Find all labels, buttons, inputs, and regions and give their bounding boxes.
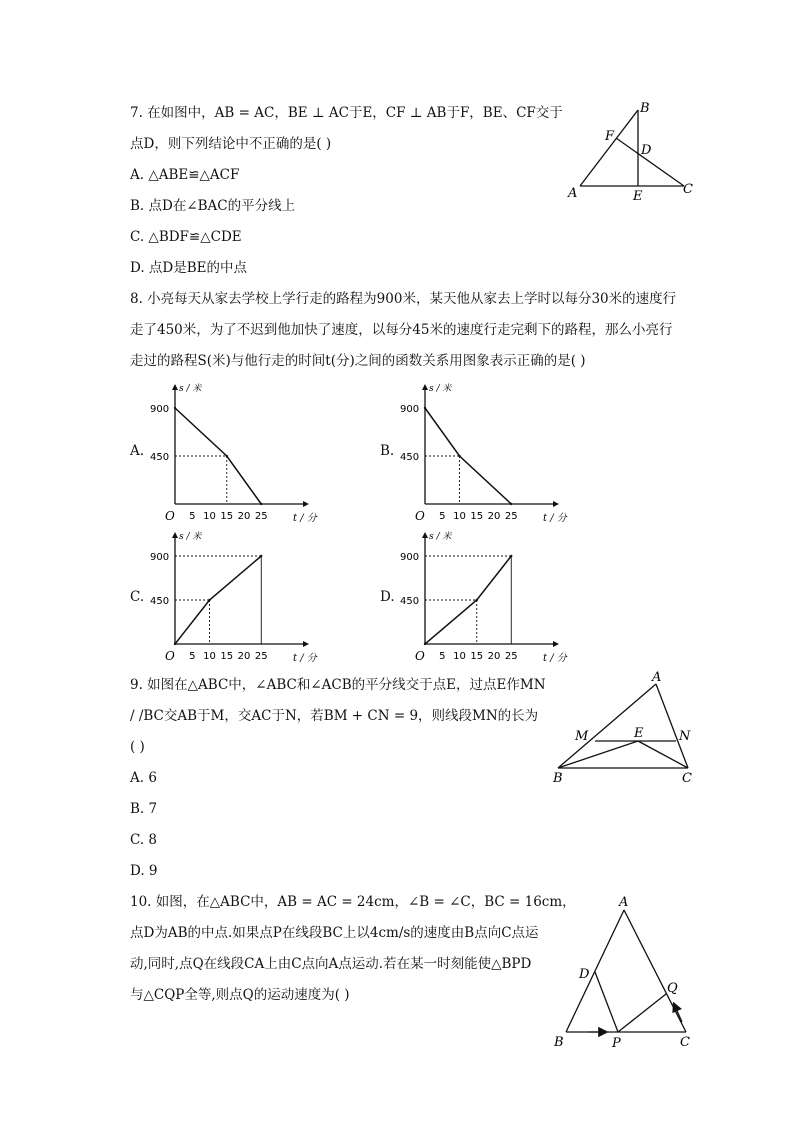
q7-triangle-figure xyxy=(560,98,700,206)
origin-label: O xyxy=(415,649,425,663)
q10-label-a: A xyxy=(619,895,629,910)
y-tick-label: 900 xyxy=(400,552,420,563)
x-tick-label: 10 xyxy=(453,511,466,522)
q10-line-4: 与△CQP全等,则点Q的运动速度为( ) xyxy=(130,987,350,1003)
q7-option-c: C. △BDF≌△CDE xyxy=(130,229,242,245)
x-tick-label: 15 xyxy=(470,511,484,522)
x-axis-arrow xyxy=(303,641,309,647)
q9-line-2: / /BC交AB于M，交AC于N，若BM + CN = 9，则线段MN的长为 xyxy=(130,708,539,724)
x-tick-label: 15 xyxy=(220,651,234,662)
x-tick-label: 20 xyxy=(237,651,251,662)
x-axis-arrow xyxy=(553,641,559,647)
q7-option-b: B. 点D在∠BAC的平分线上 xyxy=(130,198,296,214)
data-point xyxy=(174,643,176,645)
x-tick-label: 5 xyxy=(189,511,196,522)
q8-graph-b xyxy=(398,380,578,528)
origin-label: O xyxy=(415,509,425,523)
q8-line-3: 走过的路程S(米)与他行走的时间t(分)之间的函数关系用图象表示正确的是( ) xyxy=(130,353,586,369)
y-tick-label: 450 xyxy=(400,452,420,463)
x-tick-label: 20 xyxy=(487,651,501,662)
x-axis-label: t / 分 xyxy=(293,513,317,524)
x-tick-label: 25 xyxy=(504,651,518,662)
q10-line-3: 动,同时,点Q在线段CA上由C点向A点运动.若在某一时刻能使△BPD xyxy=(130,956,532,972)
q9-line-1: 9. 如图在△ABC中，∠ABC和∠ACB的平分线交于点E，过点E作MN xyxy=(130,677,546,693)
origin-label: O xyxy=(165,649,175,663)
x-axis-label: t / 分 xyxy=(543,513,567,524)
y-tick-label: 450 xyxy=(400,596,420,607)
q10-triangle-figure xyxy=(548,892,704,1054)
data-point xyxy=(174,407,176,409)
q8-line-1: 8. 小亮每天从家去学校上学行走的路程为900米，某天他从家去上学时以每分30米的速度行 xyxy=(130,291,677,307)
data-point xyxy=(260,555,262,557)
y-axis-label: s / 米 xyxy=(179,384,202,394)
x-tick-label: 10 xyxy=(203,651,216,662)
y-tick-label: 450 xyxy=(150,452,170,463)
q9-option-d: D. 9 xyxy=(130,863,158,879)
y-axis-arrow xyxy=(172,384,178,390)
x-tick-label: 5 xyxy=(189,651,196,662)
data-point xyxy=(476,599,478,601)
x-tick-label: 25 xyxy=(254,511,268,522)
y-axis-label: s / 米 xyxy=(429,384,452,394)
q8-option-a-label: A. xyxy=(130,443,145,459)
q7-label-e: E xyxy=(633,189,643,204)
y-axis-arrow xyxy=(172,532,178,538)
q8-option-c-label: C. xyxy=(130,589,145,605)
x-tick-label: 20 xyxy=(237,511,251,522)
x-tick-label: 10 xyxy=(203,511,216,522)
q7-label-d: D xyxy=(641,143,652,158)
q10-label-d: D xyxy=(579,967,590,982)
q7-line-2: 点D，则下列结论中不正确的是( ) xyxy=(130,136,332,152)
y-tick-label: 450 xyxy=(150,596,170,607)
q8-option-b-label: B. xyxy=(380,443,395,459)
x-axis-label: t / 分 xyxy=(293,653,317,664)
q10-line-1: 10. 如图，在△ABC中，AB = AC = 24cm，∠B = ∠C，BC = 16cm， xyxy=(130,894,576,910)
y-axis-label: s / 米 xyxy=(179,532,202,542)
q8-graph-a xyxy=(148,380,328,528)
q9-label-m: M xyxy=(575,729,589,744)
q9-triangle-figure xyxy=(548,670,704,786)
y-axis-arrow xyxy=(422,532,428,538)
data-point xyxy=(510,555,512,557)
y-tick-label: 900 xyxy=(150,404,170,415)
data-point xyxy=(510,503,512,505)
q9-label-n: N xyxy=(679,729,691,744)
data-point xyxy=(226,455,228,457)
q9-label-a: A xyxy=(652,670,662,685)
q9-label-b: B xyxy=(553,771,563,786)
q7-label-c: C xyxy=(683,182,693,197)
x-tick-label: 5 xyxy=(439,651,446,662)
y-tick-label: 900 xyxy=(150,552,170,563)
x-tick-label: 20 xyxy=(487,511,501,522)
q9-label-c: C xyxy=(682,771,692,786)
x-axis-arrow xyxy=(553,501,559,507)
x-tick-label: 15 xyxy=(470,651,484,662)
data-point xyxy=(208,599,210,601)
x-tick-label: 5 xyxy=(439,511,446,522)
q7-label-a: A xyxy=(568,186,578,201)
q7-label-b: B xyxy=(640,101,650,116)
data-point xyxy=(424,407,426,409)
q9-label-e: E xyxy=(634,726,644,741)
q10-line-2: 点D为AB的中点.如果点P在线段BC上以4cm/s的速度由B点向C点运 xyxy=(130,925,539,941)
q7-line-1: 7. 在如图中，AB = AC，BE ⊥ AC于E，CF ⊥ AB于F，BE、CF交于 xyxy=(130,105,563,121)
q8-option-d-label: D. xyxy=(380,589,395,605)
x-axis-label: t / 分 xyxy=(543,653,567,664)
data-point xyxy=(458,455,460,457)
data-point xyxy=(424,643,426,645)
q9-option-a: A. 6 xyxy=(130,770,157,786)
x-tick-label: 25 xyxy=(254,651,268,662)
q7-label-f: F xyxy=(605,129,615,144)
q7-option-d: D. 点D是BE的中点 xyxy=(130,260,248,276)
q10-label-p: P xyxy=(612,1036,621,1051)
x-tick-label: 10 xyxy=(453,651,466,662)
q9-option-b: B. 7 xyxy=(130,801,158,817)
q8-graph-c xyxy=(148,528,328,668)
data-point xyxy=(260,503,262,505)
y-axis-label: s / 米 xyxy=(429,532,452,542)
q10-label-b: B xyxy=(554,1035,564,1050)
q10-label-q: Q xyxy=(667,981,678,996)
q9-option-c: C. 8 xyxy=(130,832,158,848)
x-axis-arrow xyxy=(303,501,309,507)
q7-option-a: A. △ABE≌△ACF xyxy=(130,167,240,183)
x-tick-label: 25 xyxy=(504,511,518,522)
y-tick-label: 900 xyxy=(400,404,420,415)
q10-label-c: C xyxy=(680,1035,690,1050)
x-tick-label: 15 xyxy=(220,511,234,522)
q8-line-2: 走了450米，为了不迟到他加快了速度，以每分45米的速度行走完剩下的路程，那么小亮行 xyxy=(130,322,673,338)
origin-label: O xyxy=(165,509,175,523)
y-axis-arrow xyxy=(422,384,428,390)
q8-graph-d xyxy=(398,528,578,668)
q9-line-3: ( ) xyxy=(130,739,145,755)
